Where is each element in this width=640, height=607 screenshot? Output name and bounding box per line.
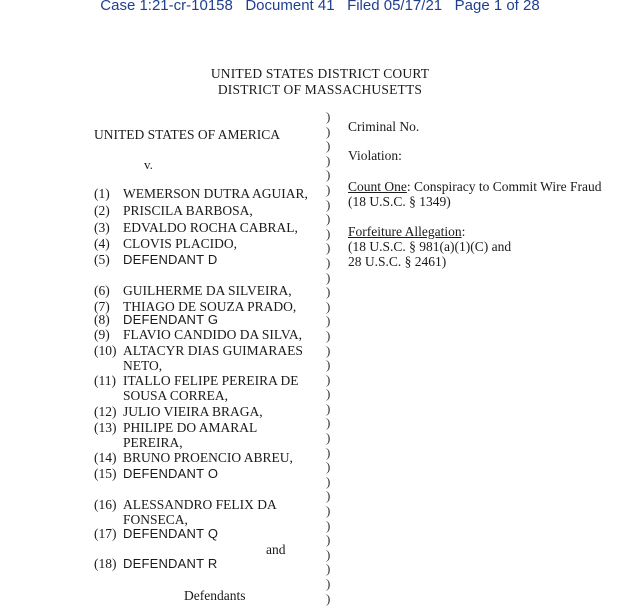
paren-mark: ) [326,181,331,197]
defendant-name-line: PHILIPE DO AMARAL [123,420,258,435]
forfeiture [348,224,511,269]
forfeiture-cite-1: (18 U.S.C. § 981(a)(1)(C) and [348,239,512,254]
defendant-name [123,252,217,267]
defendant-name-line: PRISCILA BARBOSA, [123,203,253,218]
paren-mark: ) [326,254,331,270]
defendant-name [123,497,277,527]
criminal-no: Criminal No. [348,119,420,134]
defendant-name-line: GUILHERME DA SILVEIRA, [123,283,292,298]
paren-mark: ) [326,225,331,241]
defendant-name-line: JULIO VIEIRA BRAGA, [123,404,263,419]
defendant-name-line: DEFENDANT G [123,312,219,327]
defendant-name-line: DEFENDANT O [123,466,219,481]
defendant-number: (6) [94,283,110,298]
paren-mark: ) [326,444,331,460]
defendant-name [123,203,253,218]
defendant-name [123,450,293,465]
paren-mark: ) [326,240,331,256]
defendants-label: Defendants [184,588,246,603]
paren-mark: ) [326,386,331,402]
violation-label: Violation: [348,148,402,163]
defendant-name-line: EDVALDO ROCHA CABRAL, [123,220,298,235]
defendant-name-line: WEMERSON DUTRA AGUIAR, [123,186,308,201]
defendant-name-line: ITALLO FELIPE PEREIRA DE [123,373,299,388]
paren-mark: ) [326,109,331,124]
defendant-number: (16) [94,497,117,512]
paren-mark: ) [326,576,331,591]
paren-mark: ) [326,546,331,562]
paren-mark: ) [326,503,331,519]
court-district: DISTRICT OF MASSACHUSETTS [217,82,423,97]
defendant-name-line: NETO, [123,358,163,373]
and-word: and [266,542,286,557]
paren-mark: ) [326,167,331,183]
paren-mark: ) [326,342,331,358]
forfeiture-label: Forfeiture Allegation [348,224,462,239]
paren-mark: ) [326,152,331,168]
paren-mark: ) [326,196,331,212]
paren-mark: ) [326,371,331,387]
paren-mark: ) [326,488,331,504]
defendant-name [123,312,218,327]
versus: v. [144,157,153,172]
defendant-name-line: SOUSA CORREA, [123,388,229,403]
defendant-name-line: PEREIRA, [123,435,183,450]
paren-mark: ) [326,459,331,475]
defendant-number: (10) [94,343,117,358]
defendant-number: (18) [94,556,117,571]
defendant-number: (15) [94,466,117,481]
paren-mark: ) [326,561,331,577]
defendant-number: (3) [94,220,110,235]
defendant-name-line: FONSECA, [123,512,188,527]
court-name: UNITED STATES DISTRICT COURT [210,66,430,81]
defendant-name [123,526,218,541]
defendant-name-line: DEFENDANT D [123,252,218,267]
paren-mark: ) [326,298,331,314]
defendant-name [123,556,217,571]
defendant-number: (11) [94,373,116,388]
defendant-number: (12) [94,404,117,419]
defendant-number: (7) [94,299,110,314]
defendant-number: (14) [94,450,117,465]
count-one-label: Count One [348,179,407,194]
paren-mark: ) [326,473,331,489]
paren-mark: ) [326,415,331,431]
count-one [348,179,601,209]
paren-mark: ) [326,517,331,533]
paren-mark: ) [326,284,331,300]
forfeiture-colon: : [461,224,466,239]
defendant-name-line: BRUNO PROENCIO ABREU, [123,450,293,465]
paren-mark: ) [326,430,331,446]
defendant-name [123,404,263,419]
defendant-name [123,327,302,342]
defendant-number: (8) [94,312,110,327]
defendant-name [123,466,218,481]
paren-mark: ) [326,400,331,416]
paren-mark: ) [326,211,331,227]
paren-mark: ) [326,313,331,329]
defendant-name [123,283,292,298]
defendant-name-line: DEFENDANT Q [123,526,219,541]
defendant-number: (13) [94,420,117,435]
paren-mark: ) [326,123,331,139]
defendant-name-line: ALTACYR DIAS GUIMARAES [123,343,303,358]
paren-mark: ) [326,138,331,154]
case-header: Case 1:21-cr-10158 Document 41 Filed 05/17/21 Page 1 of 28 [100,0,540,14]
defendant-name-line: FLAVIO CANDIDO DA SILVA, [123,327,303,342]
defendant-name [123,420,257,450]
caption-divider [326,110,330,606]
paren-mark: ) [326,327,331,343]
plaintiff-name: UNITED STATES OF AMERICA [94,127,281,142]
paren-mark: ) [326,590,331,606]
defendant-name [123,186,308,201]
defendant-number: (17) [94,526,117,541]
court-heading [0,66,640,98]
defendant-name-line: THIAGO DE SOUZA PRADO, [123,299,297,314]
defendant-name [123,220,298,235]
defendant-name [123,236,237,251]
defendant-number: (9) [94,327,110,342]
defendant-name-line: DEFENDANT R [123,556,218,571]
paren-mark: ) [326,269,331,285]
defendant-name-line: ALESSANDRO FELIX DA [123,497,277,512]
defendant-number: (4) [94,236,110,251]
defendant-name-line: CLOVIS PLACIDO, [123,236,238,251]
paren-mark: ) [326,532,331,548]
paren-mark: ) [326,357,331,373]
defendant-number: (5) [94,252,110,267]
defendant-name [123,373,299,403]
defendant-number: (1) [94,186,110,201]
defendant-name [123,343,303,373]
forfeiture-cite-2: 28 U.S.C. § 2461) [348,254,447,269]
count-one-cite: (18 U.S.C. § 1349) [348,194,451,209]
defendant-number: (2) [94,203,110,218]
count-one-text: : Conspiracy to Commit Wire Fraud [406,179,602,194]
